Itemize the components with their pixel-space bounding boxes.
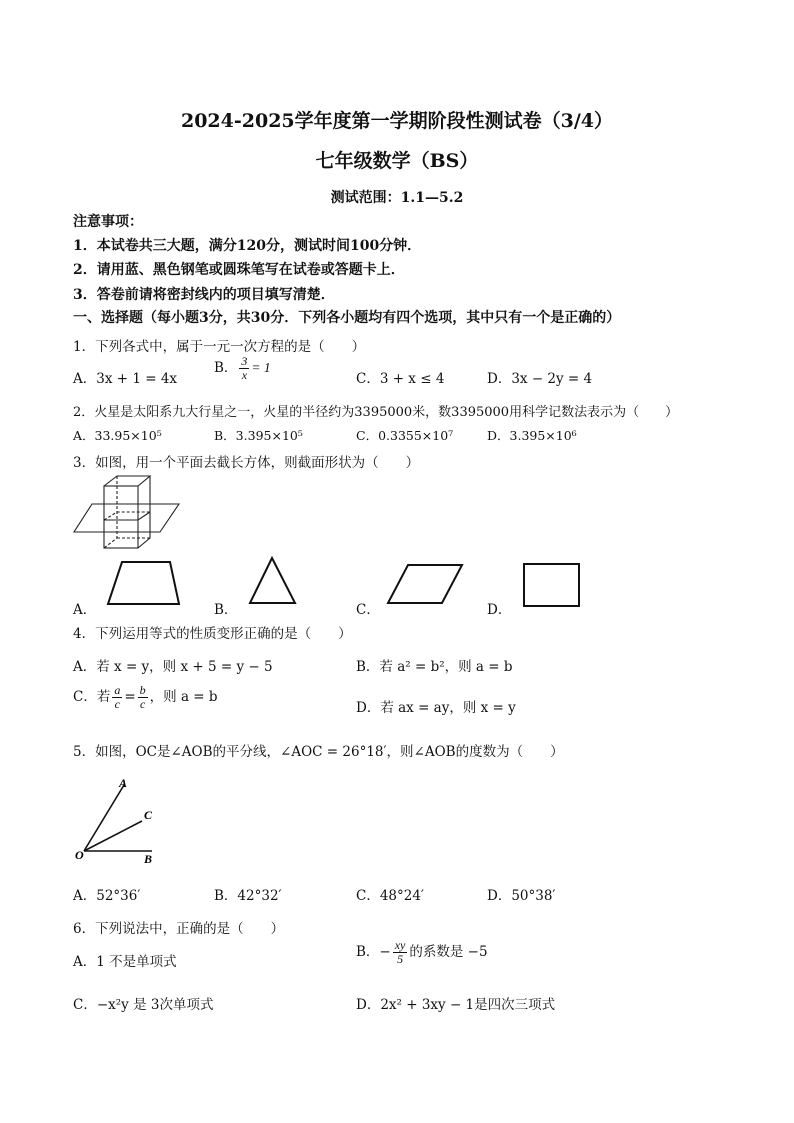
q1-option-b — [214, 355, 271, 382]
q4-stem: 4．下列运用等式的性质变形正确的是（ ） — [73, 626, 352, 642]
q4-c-fraction-1 — [112, 684, 122, 711]
q1-b-denominator: x — [241, 368, 248, 382]
q6-b-tail: 的系数是 −5 — [409, 944, 488, 960]
q1-option-a: A．3x + 1 = 4x — [73, 371, 178, 387]
q4-c-tail: ，则 a = b — [149, 689, 218, 705]
q1-b-tail: = 1 — [251, 360, 271, 375]
q2-option-b: B．3.395×10⁵ — [214, 428, 303, 443]
q3-triangle-shape — [247, 555, 299, 607]
q6-option-a: A．1 不是单项式 — [73, 954, 177, 970]
fig-label-o: O — [75, 848, 84, 862]
q1-option-b-label: B． — [214, 360, 238, 376]
q4-c-fraction-2 — [138, 684, 148, 711]
q1-option-d: D．3x − 2y = 4 — [487, 371, 593, 387]
q3-option-b: B． — [214, 602, 238, 618]
fig-label-c: C — [144, 808, 153, 822]
q4-c-equals: = — [124, 689, 136, 705]
q3-trapezoid-shape — [104, 560, 184, 606]
q3-rectangle-shape — [522, 562, 582, 608]
q4-c-den2: c — [139, 697, 146, 711]
q1-b-numerator: 3 — [241, 354, 248, 368]
q6-b-numerator: xy — [394, 938, 406, 952]
q1-option-b-fraction — [239, 355, 249, 382]
fig-label-b: B — [144, 852, 153, 866]
q6-b-denominator: 5 — [397, 952, 404, 966]
cuboid-cut-figure — [72, 474, 182, 552]
q3-stem: 3．如图，用一个平面去截长方体，则截面形状为（ ） — [73, 455, 420, 471]
q2-option-c: C．0.3355×10⁷ — [356, 428, 454, 443]
notice-item-2: 2．请用蓝、黑色钢笔或圆珠笔写在试卷或答题卡上． — [73, 262, 405, 278]
q4-c-num1: a — [114, 683, 121, 697]
q4-option-c — [73, 684, 218, 711]
section1-heading: 一、选择题（每小题3分，共30分．下列各小题均有四个选项，其中只有一个是正确的） — [73, 310, 621, 326]
q4-option-d: D．若 ax = ay，则 x = y — [356, 700, 516, 716]
q2-stem: 2．火星是太阳系九大行星之一，火星的半径约为3395000米，数3395000用科学记数法表示为（ ） — [73, 405, 679, 420]
q5-option-d: D．50°38′ — [487, 888, 556, 904]
q3-option-a: A． — [73, 602, 97, 618]
q4-c-num2: b — [139, 683, 146, 697]
q6-option-d: D．2x² + 3xy − 1是四次三项式 — [356, 997, 556, 1013]
q6-b-fraction — [393, 939, 408, 966]
exam-subtitle: 七年级数学（BS） — [315, 150, 479, 172]
angle-bisector-figure — [72, 775, 172, 867]
notice-item-3: 3．答卷前请将密封线内的项目填写清楚． — [73, 287, 335, 303]
notice-item-1: 1．本试卷共三大题，满分120分，测试时间100分钟． — [73, 238, 422, 254]
fig-label-a: A — [119, 776, 128, 790]
q3-option-c: C． — [356, 602, 380, 618]
q6-option-b — [356, 939, 488, 966]
q1-option-c: C．3 + x ≤ 4 — [356, 371, 445, 387]
q4-c-den1: c — [114, 697, 120, 711]
q5-option-c: C．48°24′ — [356, 888, 425, 904]
q4-c-prefix: C．若 — [73, 689, 111, 705]
q2-option-d: D．3.395×10⁶ — [487, 428, 577, 443]
exam-title: 2024-2025学年度第一学期阶段性测试卷（3/4） — [180, 110, 614, 132]
q6-b-prefix: B．− — [356, 944, 391, 960]
q3-parallelogram-shape — [386, 562, 466, 606]
notice-heading: 注意事项： — [73, 214, 143, 230]
q3-option-d: D． — [487, 602, 512, 618]
test-scope: 测试范围：1.1—5.2 — [330, 190, 464, 206]
q5-stem: 5．如图，OC是∠AOB的平分线，∠AOC = 26°18′，则∠AOB的度数为（ ） — [73, 744, 564, 760]
q6-option-c: C．−x²y 是 3次单项式 — [73, 997, 214, 1013]
q4-option-a: A．若 x = y，则 x + 5 = y − 5 — [73, 659, 273, 675]
q4-option-b: B．若 a² = b²，则 a = b — [356, 659, 513, 675]
q5-option-b: B．42°32′ — [214, 888, 282, 904]
q2-option-a: A．33.95×10⁵ — [73, 428, 162, 443]
q6-stem: 6．下列说法中，正确的是（ ） — [73, 921, 285, 937]
q5-option-a: A．52°36′ — [73, 888, 141, 904]
q1-stem: 1．下列各式中，属于一元一次方程的是（ ） — [73, 339, 366, 355]
